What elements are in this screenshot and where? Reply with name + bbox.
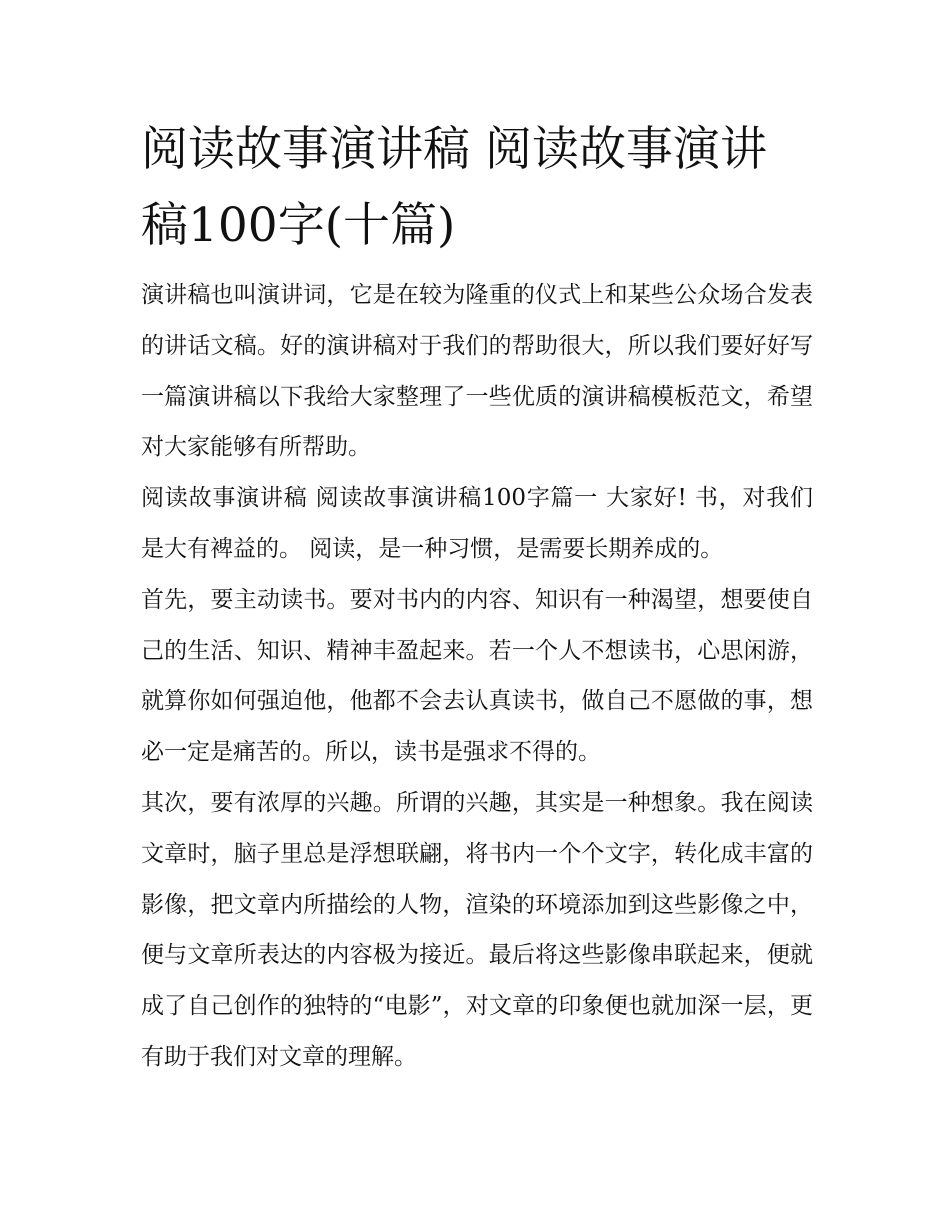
body-paragraph-3: 其次，要有浓厚的兴趣。所谓的兴趣，其实是一种想象。我在阅读文章时，脑子里总是浮想联翩，将书内一个个文字，转化成丰富的影像，把文章内所描绘的人物，渲染的环境添加到这些影像之中，便与文章所表达的内容极为接近。最后将这些影像串联起来，便就成了自己创作的独特的“电影”，对文章的印象便也就加深一层，更有助于我们对文章的理解。 [141, 789, 813, 1070]
body-paragraph-1: 阅读故事演讲稿 阅读故事演讲稿100字篇一 大家好! 书，对我们是大有裨益的。 阅读，是一种习惯，是需要长期养成的。 [141, 485, 813, 562]
intro-paragraph: 演讲稿也叫演讲词，它是在较为隆重的仪式上和某些公众场合发表的讲话文稿。好的演讲稿对于我们的帮助很大，所以我们要好好写一篇演讲稿以下我给大家整理了一些优质的演讲稿模板范文，希望对大家能够有所帮助。 [141, 282, 813, 461]
body-paragraph-2: 首先，要主动读书。要对书内的内容、知识有一种渴望，想要使自己的生活、知识、精神丰盈起来。若一个人不想读书，心思闲游，就算你如何强迫他，他都不会去认真读书，做自己不愿做的事，想必一定是痛苦的。所以，读书是强求不得的。 [141, 586, 813, 766]
document-title: 阅读故事演讲稿 阅读故事演讲稿100字(十篇) [141, 122, 767, 253]
document-page [141, 112, 813, 1083]
